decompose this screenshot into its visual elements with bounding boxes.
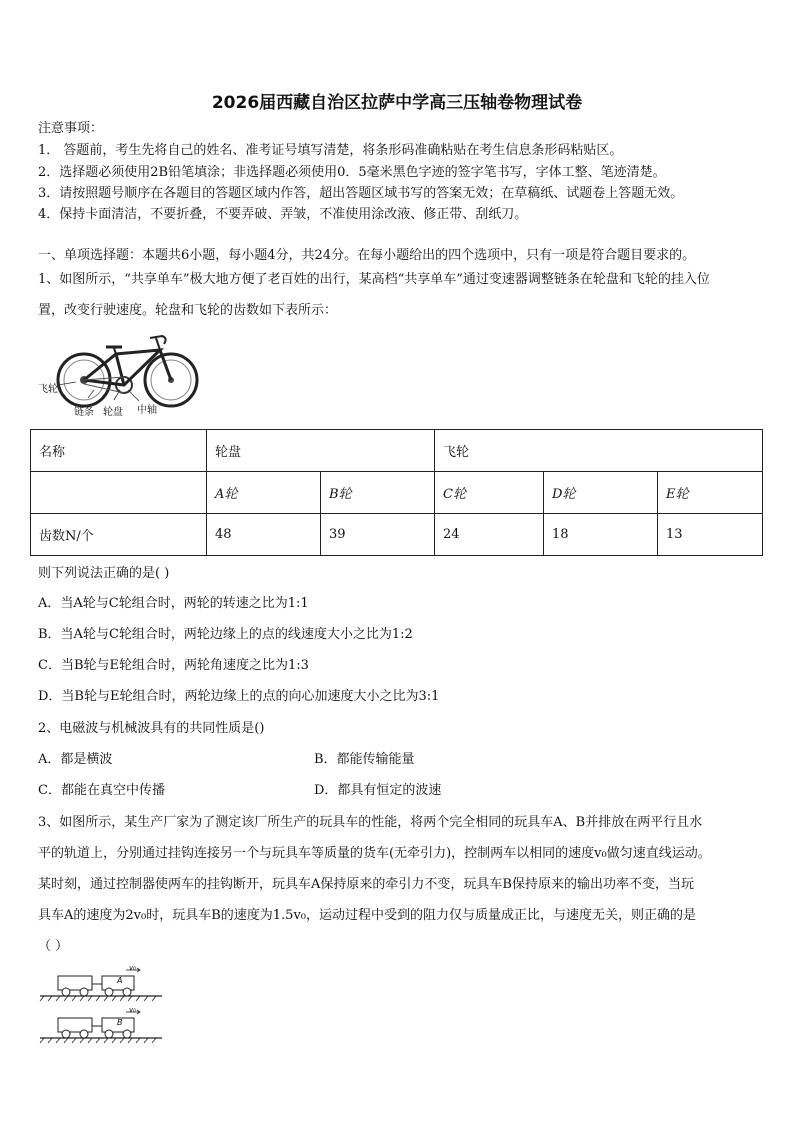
q3-stem: 具车A的速度为2v₀时，玩具车B的速度为1.5v₀，运动过程中受到的阻力仅与质量成正比，与速度无关，则正确的是 (38, 908, 696, 923)
notice-heading: 注意事项： (38, 121, 104, 136)
q1-stem: 置，改变行驶速度。轮盘和飞轮的齿数如下表所示： (38, 303, 338, 318)
table-header-cell: 轮盘 (207, 430, 435, 472)
q3-stem: 平的轨道上，分别通过挂钩连接另一个与玩具车等质量的货车(无牵引力)，控制两车以相同的速度v₀做匀速直线运动。 (38, 846, 711, 861)
q2-option-a: A．都是横波 (38, 752, 113, 767)
table-header-cell: E轮 (658, 472, 763, 514)
table-cell (31, 472, 207, 514)
table-cell: 24 (435, 514, 544, 556)
table-header-cell: B轮 (321, 472, 435, 514)
q2-option-c: C．都能在真空中传播 (38, 783, 165, 798)
table-header-cell: 飞轮 (435, 430, 763, 472)
q2-option-b: B．都能传输能量 (314, 752, 415, 767)
table-cell: 13 (658, 514, 763, 556)
q2-stem: 2、电磁波与机械波具有的共同性质是() (38, 721, 265, 736)
figure-label-chainring: 轮盘 (103, 407, 123, 418)
q1-question: 则下列说法正确的是( ) (38, 566, 170, 581)
figure-label-flywheel: 飞轮 (38, 384, 58, 395)
table-cell: 39 (321, 514, 435, 556)
figure-label-velocity-a: v₀ (129, 964, 136, 972)
teeth-table (30, 429, 763, 556)
notice-item: 2．选择题必须使用2B铅笔填涂；非选择题必须使用0．5毫米黑色字迹的签字笔书写，字体工整、笔迹清楚。 (38, 165, 666, 180)
q1-option-a: A．当A轮与C轮组合时，两轮的转速之比为1:1 (38, 596, 309, 611)
table-row (31, 514, 763, 556)
table-cell: 齿数N/个 (31, 514, 207, 556)
figure-label-velocity-b: v₀ (129, 1006, 136, 1014)
figure-label-car-a: A (117, 976, 123, 985)
table-header-cell: C轮 (435, 472, 544, 514)
table-cell: 18 (544, 514, 658, 556)
figure-label-car-b: B (117, 1018, 123, 1027)
table-header-cell: 名称 (31, 430, 207, 472)
q3-stem: （ ） (38, 939, 69, 954)
table-row (31, 430, 763, 472)
section-heading: 一、单项选择题：本题共6小题，每小题4分，共24分。在每小题给出的四个选项中，只有一项是符合题目要求的。 (38, 248, 696, 263)
q1-option-b: B．当A轮与C轮组合时，两轮边缘上的点的线速度大小之比为1:2 (38, 627, 413, 642)
page-title: 2026届西藏自治区拉萨中学高三压轴卷物理试卷 (211, 93, 583, 113)
figure-label-chain: 链条 (74, 407, 94, 418)
table-header-cell: D轮 (544, 472, 658, 514)
q3-stem: 某时刻，通过控制器使两车的挂钩断开，玩具车A保持原来的牵引力不变，玩具车B保持原来的输出功率不变，当玩 (38, 877, 694, 892)
table-header-cell: A轮 (207, 472, 321, 514)
toy-car-figure (36, 962, 166, 1044)
notice-item: 4．保持卡面清洁，不要折叠，不要弄破、弄皱，不准使用涂改液、修正带、刮纸刀。 (38, 207, 528, 222)
figure-label-axle: 中轴 (137, 405, 157, 416)
table-row (31, 472, 763, 514)
notice-item: 3．请按照题号顺序在各题目的答题区域内作答，超出答题区域书写的答案无效；在草稿纸、试题卷上答题无效。 (38, 186, 684, 201)
q3-stem: 3、如图所示，某生产厂家为了测定该厂所生产的玩具车的性能，将两个完全相同的玩具车A、B并排放在两平行且水 (38, 815, 703, 830)
notice-item: 1． 答题前，考生先将自己的姓名、准考证号填写清楚，将条形码准确粘贴在考生信息条形码粘贴区。 (38, 143, 623, 158)
table-cell: 48 (207, 514, 321, 556)
q1-stem: 1、如图所示，“共享单车”极大地方便了老百姓的出行，某高档“共享单车”通过变速器调整链条在轮盘和飞轮的挂入位 (38, 272, 710, 287)
q2-option-d: D．都具有恒定的波速 (314, 783, 442, 798)
q1-option-d: D．当B轮与E轮组合时，两轮边缘上的点的向心加速度大小之比为3:1 (38, 689, 440, 704)
q1-option-c: C．当B轮与E轮组合时，两轮角速度之比为1:3 (38, 658, 309, 673)
